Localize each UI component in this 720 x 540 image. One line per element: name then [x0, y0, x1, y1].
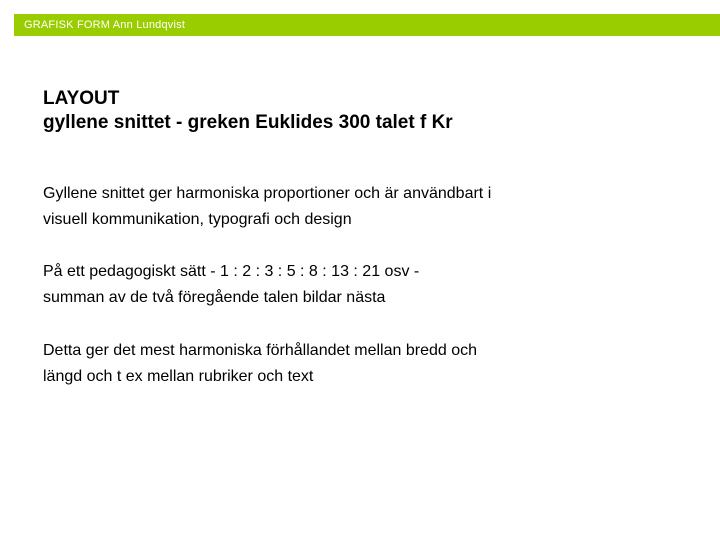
paragraph-3-line-2: längd och t ex mellan rubriker och text — [43, 368, 314, 385]
paragraph-2-line-1: På ett pedagogiskt sätt - 1 : 2 : 3 : 5 : 8 : 13 : 21 osv - — [43, 263, 420, 280]
paragraph-1-line-1: Gyllene snittet ger harmoniska proportioner och är användbart i — [43, 185, 492, 202]
header-text: GRAFISK FORM Ann Lundqvist — [24, 19, 186, 31]
slide-title — [43, 87, 453, 135]
paragraph-3-line-1: Detta ger det mest harmoniska förhållandet mellan bredd och — [43, 342, 478, 359]
paragraph-1-line-2: visuell kommunikation, typografi och design — [43, 211, 352, 228]
paragraph-2-line-2: summan av de två föregående talen bildar nästa — [43, 289, 386, 306]
paragraph-3 — [43, 338, 683, 390]
header-bar — [14, 14, 720, 36]
title-line-1: LAYOUT — [43, 88, 120, 109]
paragraph-2 — [43, 259, 683, 311]
paragraph-1 — [43, 181, 683, 233]
title-line-2: gyllene snittet - greken Euklides 300 talet f Kr — [43, 112, 453, 133]
